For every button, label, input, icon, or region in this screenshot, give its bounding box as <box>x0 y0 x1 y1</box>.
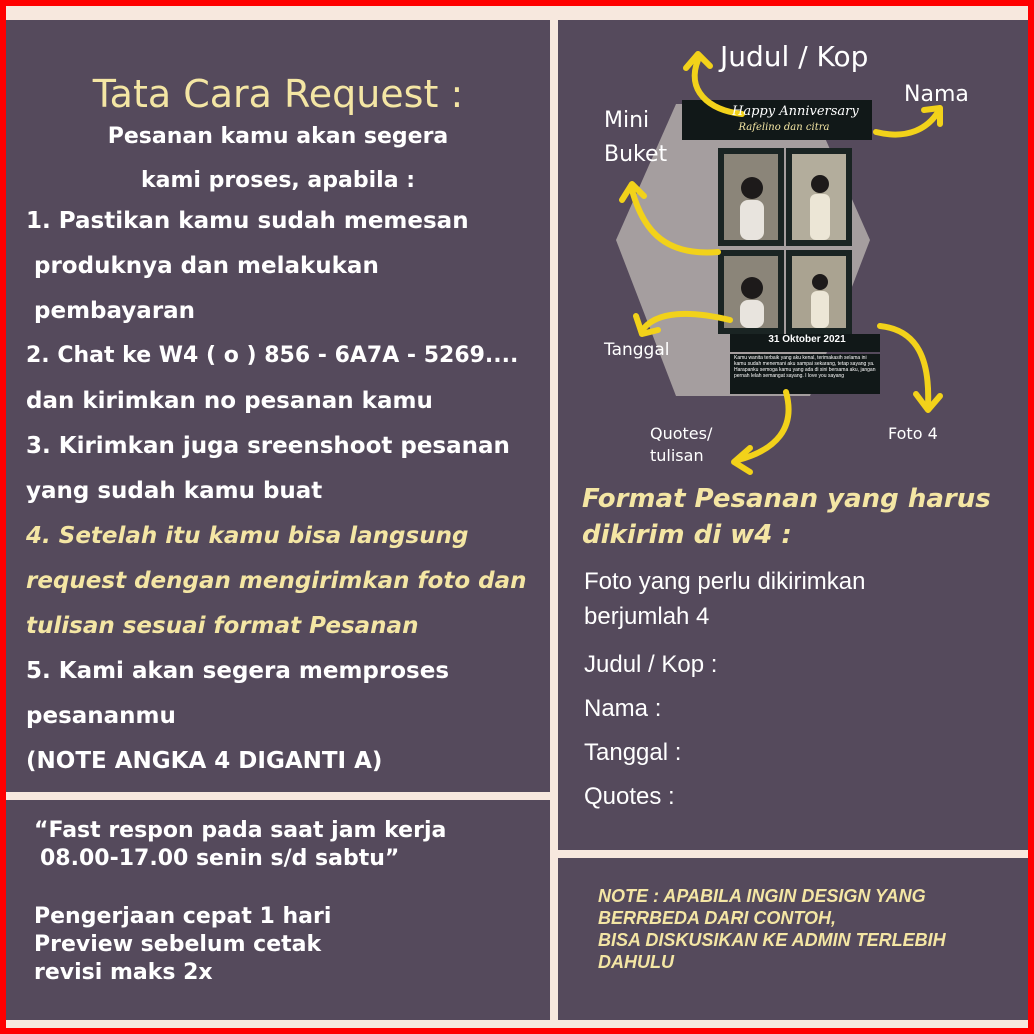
arrow-foto-icon <box>880 326 928 406</box>
person-4-head <box>812 274 828 290</box>
format-line-4: Nama : <box>584 695 662 722</box>
card-date: 31 Oktober 2021 <box>768 334 846 345</box>
label-mini: Mini <box>604 108 650 133</box>
person-3-body <box>740 300 764 328</box>
label-judul-kop: Judul / Kop <box>720 40 869 73</box>
person-4-body <box>811 291 829 328</box>
label-foto-4: Foto 4 <box>888 424 938 443</box>
label-tanggal: Tanggal <box>604 340 670 360</box>
fast-response-line-1: “Fast respon pada saat jam kerja <box>34 818 447 843</box>
person-3-head <box>741 277 763 299</box>
step-line-13: (NOTE ANGKA 4 DIGANTI A) <box>26 748 383 774</box>
arrow-nama-icon <box>876 112 938 135</box>
step-line-3: pembayaran <box>34 298 196 324</box>
poster-canvas <box>6 6 1028 1028</box>
format-heading-line-1: Format Pesanan yang harus <box>582 484 991 514</box>
format-heading-line-2: dikirim di w4 : <box>582 520 792 550</box>
label-nama: Nama <box>904 82 969 107</box>
step-line-11: 5. Kami akan segera memproses <box>26 658 450 684</box>
step-line-4: 2. Chat ke W4 ( o ) 856 - 6A7A - 5269.... <box>26 343 519 368</box>
format-line-5: Tanggal : <box>584 739 682 766</box>
intro-line-1: Pesanan kamu akan segera <box>107 124 449 149</box>
card-names: Rafelino dan citra <box>738 122 830 133</box>
person-2-head <box>811 175 829 193</box>
format-line-6: Quotes : <box>584 783 675 810</box>
service-line-1: Pengerjaan cepat 1 hari <box>34 904 332 929</box>
fast-response-line-2: 08.00-17.00 senin s/d sabtu” <box>40 846 400 871</box>
label-buket: Buket <box>604 142 668 167</box>
step-line-6: 3. Kirimkan juga sreenshoot pesanan <box>26 433 510 459</box>
card-title: Happy Anniversary <box>732 104 859 119</box>
request-steps-panel <box>6 20 550 792</box>
note-line-2: BERRBEDA DARI CONTOH, <box>598 908 837 928</box>
step-line-8: 4. Setelah itu kamu bisa langsung <box>26 523 469 549</box>
format-line-1: Foto yang perlu dikirimkan <box>584 568 866 595</box>
step-line-2: produknya dan melakukan <box>34 253 379 279</box>
format-line-3: Judul / Kop : <box>584 651 718 678</box>
step-line-12: pesananmu <box>26 703 176 729</box>
step-line-1: 1. Pastikan kamu sudah memesan <box>26 208 469 234</box>
intro-line-2: kami proses, apabila : <box>140 168 415 193</box>
note-line-1: NOTE : APABILA INGIN DESIGN YANG <box>598 886 926 906</box>
service-line-3: revisi maks 2x <box>34 960 213 985</box>
service-line-2: Preview sebelum cetak <box>34 932 322 957</box>
step-line-9: request dengan mengirimkan foto dan <box>26 568 527 594</box>
card-quote: Kamu wanita terbaik yang aku kenal, terimakasih selama ini kamu sudah menemani aku sampai sekarang, tetap sayang ya. Harapanku semoga kamu yang ada di sini bersama aku, jangan pernah lelah semangat sayang. I love you sayang <box>734 355 876 379</box>
step-line-5: dan kirimkan no pesanan kamu <box>26 388 433 414</box>
person-1-head <box>741 177 763 199</box>
person-2-body <box>810 194 830 240</box>
note-line-4: DAHULU <box>598 952 674 972</box>
person-1-body <box>740 200 764 240</box>
step-line-10: tulisan sesuai format Pesanan <box>26 613 419 639</box>
step-line-7: yang sudah kamu buat <box>26 478 323 504</box>
format-line-2: berjumlah 4 <box>584 603 710 630</box>
service-info-panel <box>6 800 550 1020</box>
label-quotes: Quotes/ <box>650 424 713 443</box>
label-tulisan: tulisan <box>650 446 704 465</box>
note-line-3: BISA DISKUSIKAN KE ADMIN TERLEBIH <box>598 930 946 950</box>
page-title: Tata Cara Request : <box>92 72 464 116</box>
